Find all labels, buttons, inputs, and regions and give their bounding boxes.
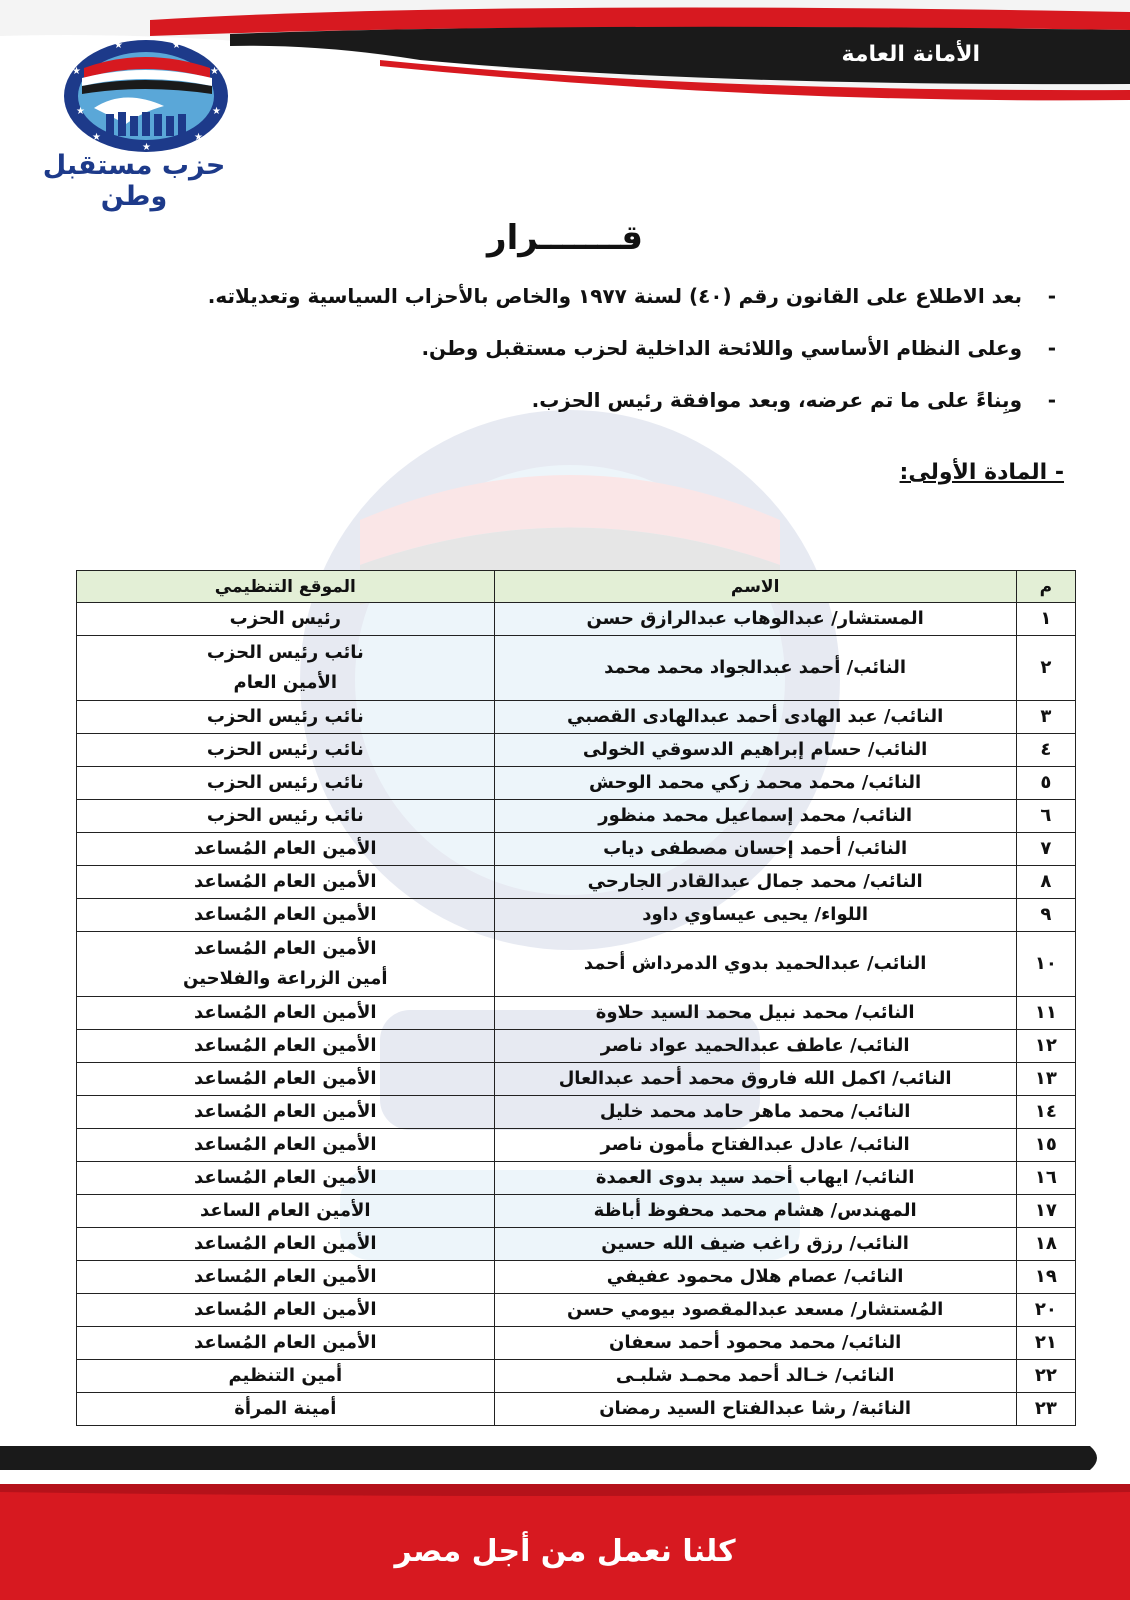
row-number: ٦ [1016,800,1075,833]
position-line: نائب رئيس الحزب [206,739,364,760]
table-row [77,1162,1076,1195]
row-number: ١٨ [1016,1228,1075,1261]
row-number: ١١ [1016,997,1075,1030]
article-heading: - المادة الأولى: [899,460,1064,485]
member-name: النائب/ عصام هلال محمود عفيفي [494,1261,1016,1294]
row-number: ٨ [1016,866,1075,899]
member-position [77,866,495,899]
position-line: أمين الزراعة والفلاحين [183,968,388,989]
members-table [76,570,1076,1426]
table-row [77,1327,1076,1360]
table-row [77,603,1076,636]
column-header-number: م [1016,571,1075,603]
table-row [77,866,1076,899]
member-name: النائب/ عاطف عبدالحميد عواد ناصر [494,1030,1016,1063]
member-position [77,636,495,701]
position-line: الأمين العام المُساعد [194,938,377,959]
member-name: النائب/ رزق راغب ضيف الله حسين [494,1228,1016,1261]
position-line: الأمين العام المُساعد [194,1299,377,1320]
position-line: الأمين العام المُساعد [194,1167,377,1188]
table-row [77,636,1076,701]
member-name: النائب/ ايهاب أحمد سيد بدوى العمدة [494,1162,1016,1195]
member-name: النائب/ عادل عبدالفتاح مأمون ناصر [494,1129,1016,1162]
table-row [77,1030,1076,1063]
member-position [77,1096,495,1129]
column-header-name: الاسم [494,571,1016,603]
position-line: الأمين العام [233,672,338,693]
member-name: النائب/ حسام إبراهيم الدسوقي الخولى [494,734,1016,767]
preamble-text: وبِناءً على ما تم عرضه، وبعد موافقة رئيس الحزب. [531,388,1022,412]
footer-slogan: كلنا نعمل من أجل مصر [394,1534,736,1569]
svg-text:★: ★ [92,132,101,143]
member-position [77,701,495,734]
position-line: نائب رئيس الحزب [206,706,364,727]
member-position [77,1393,495,1426]
table-row [77,767,1076,800]
table-row [77,800,1076,833]
member-position [77,1063,495,1096]
member-position [77,1261,495,1294]
position-line: نائب رئيس الحزب [206,642,364,663]
member-name: النائب/ اكمل الله فاروق محمد أحمد عبدالعال [494,1063,1016,1096]
row-number: ٩ [1016,899,1075,932]
member-name: النائب/ عبدالحميد بدوي الدمرداش أحمد [494,932,1016,997]
position-line: الأمين العام المُساعد [194,1101,377,1122]
member-position [77,1327,495,1360]
table-row [77,1360,1076,1393]
table-row [77,1096,1076,1129]
table-row [77,1129,1076,1162]
position-line: الأمين العام المُساعد [194,838,377,859]
position-line: الأمين العام المُساعد [194,1332,377,1353]
member-position [77,1195,495,1228]
member-name: النائب/ أحمد عبدالجواد محمد محمد [494,636,1016,701]
row-number: ٢١ [1016,1327,1075,1360]
row-number: ١٠ [1016,932,1075,997]
preamble-item [421,336,1056,360]
general-secretariat-label: الأمانة العامة [841,42,980,67]
row-number: ١٥ [1016,1129,1075,1162]
member-position [77,899,495,932]
position-line: نائب رئيس الحزب [206,772,364,793]
row-number: ١٤ [1016,1096,1075,1129]
svg-text:★: ★ [210,66,219,77]
position-line: الأمين العام المُساعد [194,1002,377,1023]
row-number: ٢٣ [1016,1393,1075,1426]
svg-text:★: ★ [114,40,123,51]
row-number: ٤ [1016,734,1075,767]
bullet-dash: - [1047,388,1056,412]
member-position [77,603,495,636]
row-number: ٢٠ [1016,1294,1075,1327]
row-number: ١٧ [1016,1195,1075,1228]
table-row [77,833,1076,866]
member-name: النائب/ خـالد أحمد محمـد شلبـى [494,1360,1016,1393]
footer-band [0,1440,1130,1600]
position-line: الأمين العام المُساعد [194,1233,377,1254]
member-name: النائب/ محمد جمال عبدالقادر الجارحي [494,866,1016,899]
position-line: أمين التنظيم [228,1365,343,1386]
table-row [77,932,1076,997]
member-name: النائب/ محمد إسماعيل محمد منظور [494,800,1016,833]
preamble-item [532,388,1056,412]
member-name: المستشار/ عبدالوهاب عبدالرازق حسن [494,603,1016,636]
member-position [77,833,495,866]
position-line: نائب رئيس الحزب [206,805,364,826]
member-position [77,1228,495,1261]
member-name: النائب/ محمد ماهر حامد محمد خليل [494,1096,1016,1129]
table-header-row [77,571,1076,603]
row-number: ٣ [1016,701,1075,734]
member-name: المُستشار/ مسعد عبدالمقصود بيومي حسن [494,1294,1016,1327]
svg-text:★: ★ [76,106,85,117]
row-number: ٢ [1016,636,1075,701]
member-position [77,997,495,1030]
svg-text:★: ★ [212,106,221,117]
table-row [77,997,1076,1030]
member-position [77,1162,495,1195]
member-position [77,932,495,997]
table-row [77,734,1076,767]
member-position [77,1294,495,1327]
table-row [77,1294,1076,1327]
position-line: أمينة المرأة [234,1398,337,1419]
row-number: ٧ [1016,833,1075,866]
preamble-text: وعلى النظام الأساسي واللائحة الداخلية لحزب مستقبل وطن. [421,336,1022,360]
member-name: النائب/ أحمد إحسان مصطفى دياب [494,833,1016,866]
position-line: الأمين العام الساعد [200,1200,371,1221]
svg-text:★: ★ [72,66,81,77]
preamble-item [208,284,1056,308]
svg-text:★: ★ [172,40,181,51]
position-line: الأمين العام المُساعد [194,1035,377,1056]
decision-title: قـــــــرار [487,218,643,258]
member-name: النائب/ محمد محمد زكي محمد الوحش [494,767,1016,800]
position-line: الأمين العام المُساعد [194,1266,377,1287]
svg-text:★: ★ [142,142,151,153]
member-position [77,1360,495,1393]
position-line: الأمين العام المُساعد [194,904,377,925]
table-row [77,1261,1076,1294]
member-name: المهندس/ هشام محمد محفوظ أباظة [494,1195,1016,1228]
row-number: ٥ [1016,767,1075,800]
member-name: النائب/ محمد محمود أحمد سعفان [494,1327,1016,1360]
row-number: ١ [1016,603,1075,636]
member-name: النائب/ عبد الهادى أحمد عبدالهادى القصبي [494,701,1016,734]
position-line: الأمين العام المُساعد [194,871,377,892]
position-line: رئيس الحزب [229,608,341,629]
table-row [77,899,1076,932]
table-row [77,1228,1076,1261]
column-header-position: الموقع التنظيمي [77,571,495,603]
bullet-dash: - [1047,336,1056,360]
row-number: ١٩ [1016,1261,1075,1294]
member-position [77,1129,495,1162]
row-number: ١٣ [1016,1063,1075,1096]
preamble-text: بعد الاطلاع على القانون رقم (٤٠) لسنة ١٩٧٧ والخاص بالأحزاب السياسية وتعديلاته. [207,284,1022,308]
member-position [77,1030,495,1063]
table-row [77,701,1076,734]
position-line: الأمين العام المُساعد [194,1134,377,1155]
member-position [77,734,495,767]
position-line: الأمين العام المُساعد [194,1068,377,1089]
row-number: ٢٢ [1016,1360,1075,1393]
row-number: ١٦ [1016,1162,1075,1195]
bullet-dash: - [1047,284,1056,308]
table-row [77,1063,1076,1096]
table-row [77,1393,1076,1426]
svg-text:★: ★ [194,132,203,143]
logo-party-name: حزب مستقبل وطن [42,150,226,212]
table-row [77,1195,1076,1228]
member-name: النائبة/ رشا عبدالفتاح السيد رمضان [494,1393,1016,1426]
member-name: النائب/ محمد نبيل محمد السيد حلاوة [494,997,1016,1030]
row-number: ١٢ [1016,1030,1075,1063]
members-table-body [77,603,1076,1426]
member-name: اللواء/ يحيى عيساوي داود [494,899,1016,932]
member-position [77,767,495,800]
member-position [77,800,495,833]
